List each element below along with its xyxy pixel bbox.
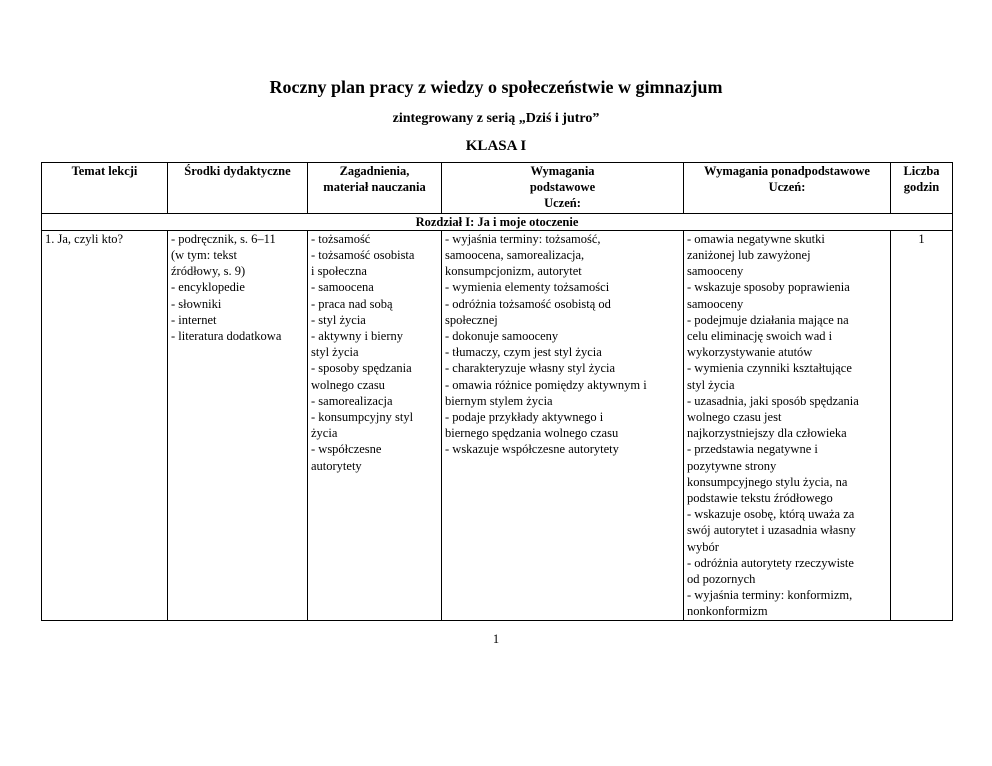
cell-line: wykorzystywanie atutów [687,345,813,360]
cell-line: biernym stylem życia [445,393,553,408]
cell-line: - wymienia czynniki kształtujące [687,361,852,376]
cell-line: - wymienia elementy tożsamości [445,280,610,295]
document-title: Roczny plan pracy z wiedzy o społeczeństwie w gimnazjum [269,77,723,97]
cell-line: - wyjaśnia terminy: konformizm, [687,588,853,603]
cell-line: wolnego czasu [311,377,385,392]
cell-issues [308,230,442,620]
cell-line: - charakteryzuje własny styl życia [445,361,616,376]
header-advanced-requirements [684,163,891,214]
cell-advanced-requirements [684,230,891,620]
header-line: godzin [903,180,940,195]
cell-line: zaniżonej lub zawyżonej [687,248,811,263]
cell-line: najkorzystniejszy dla człowieka [687,426,847,441]
cell-line: - podaje przykłady aktywnego i [445,410,604,425]
cell-line: i społeczna [311,264,367,279]
cell-line: źródłowy, s. 9) [171,264,246,279]
cell-line: - internet [171,312,217,327]
cell-line: - uzasadnia, jaki sposób spędzania [687,393,859,408]
header-means: Środki dydaktyczne [168,163,308,214]
header-row [42,163,953,214]
cell-line: - dokonuje samooceny [445,329,559,344]
section-title: Rozdział I: Ja i moje otoczenie [42,213,953,230]
header-hours [891,163,953,214]
cell-line: - samoocena [311,280,374,295]
cell-line: konsumpcjonizm, autorytet [445,264,582,279]
header-topic: Temat lekcji [42,163,168,214]
header-line: Liczba [903,164,940,178]
page-number: 1 [492,632,500,646]
cell-line: podstawie tekstu źródłowego [687,491,833,506]
cell-line: - tożsamość [311,231,371,246]
cell-line: od pozornych [687,572,756,587]
header-line: Uczeń: [544,196,581,211]
cell-line: - sposoby spędzania [311,361,412,376]
cell-line: konsumpcyjnego stylu życia, na [687,474,848,489]
cell-line: - praca nad sobą [311,296,393,311]
cell-line: samooceny [687,264,744,279]
cell-line: - omawia różnice pomiędzy aktywnym i [445,377,647,392]
cell-line: celu eliminację swoich wad i [687,329,833,344]
cell-means [168,230,308,620]
cell-line: - przedstawia negatywne i [687,442,818,457]
cell-line: - konsumpcyjny styl [311,410,414,425]
header-line: Wymagania ponadpodstawowe [704,164,870,178]
table-row [42,230,953,620]
cell-line: - literatura dodatkowa [171,329,282,344]
document-subtitle: zintegrowany z serią „Dziś i jutro” [392,111,600,126]
cell-line: - wskazuje sposoby poprawienia [687,280,850,295]
cell-line: biernego spędzania wolnego czasu [445,426,619,441]
cell-line: styl życia [311,345,359,360]
section-row [42,213,953,230]
cell-line: - wskazuje osobę, którą uważa za [687,507,855,522]
cell-line: wolnego czasu jest [687,410,782,425]
cell-line: - styl życia [311,312,366,327]
cell-line: autorytety [311,458,362,473]
class-label: KLASA I [465,138,527,154]
cell-line: - podejmuje działania mające na [687,312,849,327]
curriculum-table [41,162,953,621]
cell-line: - samorealizacja [311,393,393,408]
header-issues [308,163,442,214]
cell-line: - aktywny i bierny [311,329,403,344]
cell-line: - wskazuje współczesne autorytety [445,442,619,457]
header-line: materiał nauczania [323,180,426,195]
cell-line: życia [311,426,338,441]
cell-line: - tożsamość osobista [311,248,415,263]
cell-line: styl życia [687,377,735,392]
cell-line: społecznej [445,312,498,327]
header-line: Uczeń: [768,180,806,195]
cell-line: (w tym: tekst [171,248,237,263]
cell-line: pozytywne strony [687,458,777,473]
cell-line: - odróżnia tożsamość osobistą od [445,296,611,311]
cell-line: nonkonformizm [687,604,768,619]
cell-line: - słowniki [171,296,222,311]
cell-line: - encyklopedie [171,280,245,295]
cell-line: - współczesne [311,442,382,457]
cell-line: - tłumaczy, czym jest styl życia [445,345,602,360]
cell-line: swój autorytet i uzasadnia własny [687,523,856,538]
header-line: podstawowe [529,180,596,195]
cell-topic: 1. Ja, czyli kto? [42,230,168,620]
header-line: Wymagania [530,164,595,178]
header-line: Zagadnienia, [339,164,410,178]
cell-line: wybór [687,539,719,554]
cell-basic-requirements [442,230,684,620]
cell-hours: 1 [891,230,953,620]
cell-line: - wyjaśnia terminy: tożsamość, [445,231,601,246]
cell-line: samooceny [687,296,744,311]
cell-line: samoocena, samorealizacja, [445,248,585,263]
cell-line: - odróżnia autorytety rzeczywiste [687,555,854,570]
cell-line: - omawia negatywne skutki [687,231,825,246]
header-basic-requirements [442,163,684,214]
cell-line: - podręcznik, s. 6–11 [171,231,276,246]
